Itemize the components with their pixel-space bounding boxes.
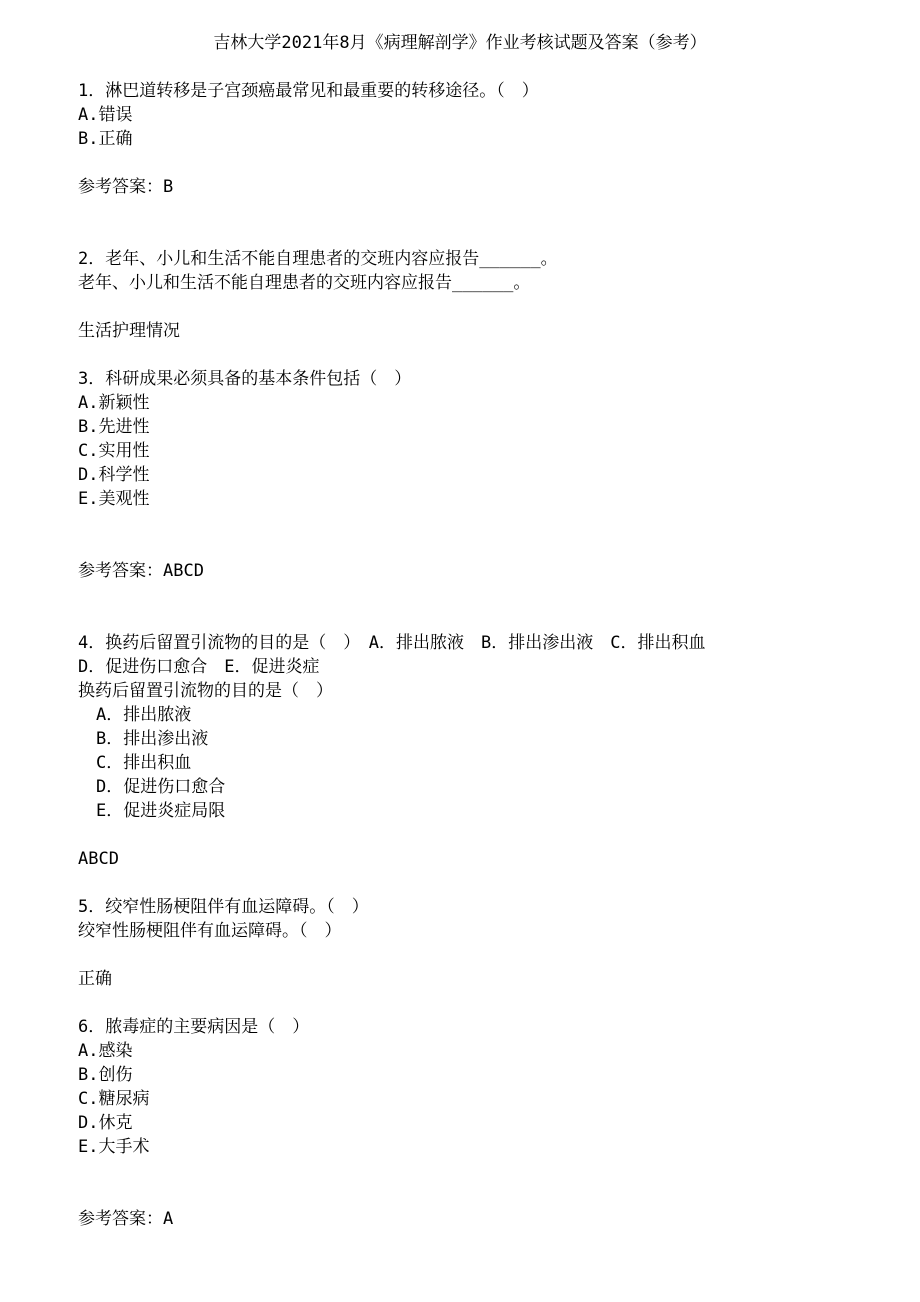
question-restated: 绞窄性肠梗阻伴有血运障碍。（ ） <box>78 921 342 941</box>
document-body <box>78 79 898 1231</box>
option-e: E．促进炎症局限 <box>96 801 226 821</box>
answer: 参考答案：A <box>78 1209 174 1229</box>
option-a: A.新颖性 <box>78 393 150 413</box>
question-stem: 6．脓毒症的主要病因是（ ） <box>78 1017 310 1037</box>
option-a: A.感染 <box>78 1041 133 1061</box>
answer: 生活护理情况 <box>78 321 180 341</box>
question-4 <box>78 631 898 871</box>
question-6 <box>78 1015 898 1231</box>
option-b: B.正确 <box>78 129 133 149</box>
option-a: A．排出脓液 <box>96 705 192 725</box>
option-c: C.实用性 <box>78 441 150 461</box>
question-stem: 2．老年、小儿和生活不能自理患者的交班内容应报告______。 <box>78 249 558 269</box>
option-a: A.错误 <box>78 105 133 125</box>
question-1 <box>78 79 898 199</box>
option-c: C．排出积血 <box>96 753 192 773</box>
question-5 <box>78 895 898 991</box>
option-d: D.科学性 <box>78 465 150 485</box>
option-b: B.先进性 <box>78 417 150 437</box>
question-stem: 4．换药后留置引流物的目的是（ ） A．排出脓液 B．排出渗出液 C．排出积血 <box>78 633 706 653</box>
option-c: C.糖尿病 <box>78 1089 150 1109</box>
answer: 参考答案：ABCD <box>78 561 204 581</box>
answer: ABCD <box>78 849 119 869</box>
question-2 <box>78 247 898 343</box>
question-stem: 1．淋巴道转移是子宫颈癌最常见和最重要的转移途径。（ ） <box>78 81 539 101</box>
question-restated: 老年、小儿和生活不能自理患者的交班内容应报告______。 <box>78 273 531 293</box>
option-e: E.美观性 <box>78 489 150 509</box>
question-3 <box>78 367 898 583</box>
answer: 正确 <box>78 969 112 989</box>
option-d: D．促进伤口愈合 <box>96 777 226 797</box>
question-stem: 3．科研成果必须具备的基本条件包括（ ） <box>78 369 412 389</box>
page-title: 吉林大学2021年8月《病理解剖学》作业考核试题及答案（参考） <box>213 33 707 53</box>
option-d: D.休克 <box>78 1113 133 1133</box>
question-stem-continued: D．促进伤口愈合 E．促进炎症 <box>78 657 320 677</box>
question-stem: 5．绞窄性肠梗阻伴有血运障碍。（ ） <box>78 897 369 917</box>
option-e: E.大手术 <box>78 1137 150 1157</box>
option-b: B.创伤 <box>78 1065 133 1085</box>
question-restated: 换药后留置引流物的目的是（ ） <box>78 681 333 701</box>
answer: 参考答案：B <box>78 177 174 197</box>
option-b: B．排出渗出液 <box>96 729 209 749</box>
